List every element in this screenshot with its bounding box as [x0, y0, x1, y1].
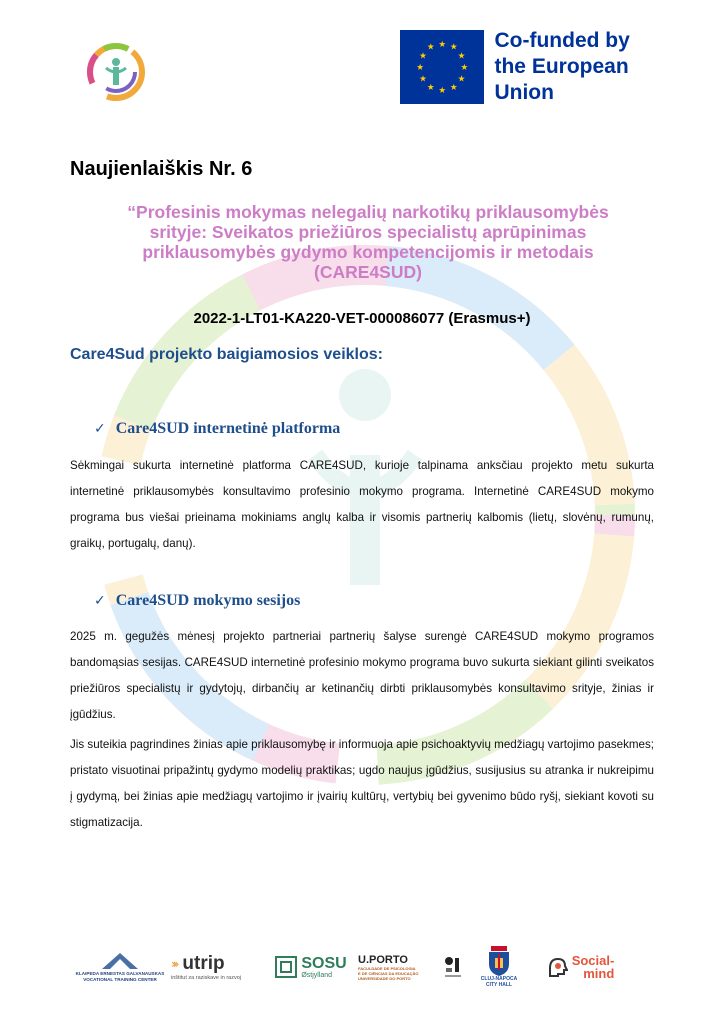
subsection-heading-text: Care4SUD internetinė platforma [115, 420, 341, 437]
uporto-logo [358, 938, 430, 996]
eu-badge-text [494, 28, 686, 106]
svg-text:★: ★ [457, 74, 466, 85]
svg-text:★: ★ [416, 62, 425, 73]
utrip-logo [171, 938, 263, 996]
sosu-region: Østjylland [301, 971, 333, 979]
svg-text:★: ★ [449, 83, 458, 94]
paragraph: Jis suteikia pagrindines žinias apie priklausomybę ir informuoja apie psichoaktyvių medžiagų vartojimo pasekmes; pristato visuotinai pripažintų gydymo modelių praktikas; ugdo naujus įgūdžius, susijusius su atranka ir nukreipimu į gydymą, bei žinias apie medžiagų vartojimo ir įvairių kultūrų, vertybių bei gyvenimo būdo ryšį, siekiant kovoti su stigmatizacija. [70, 738, 654, 829]
eu-flag-icon [400, 30, 484, 104]
subsection-heading-text: Care4SUD mokymo sesijos [115, 592, 301, 609]
project-full-title [88, 202, 648, 282]
uporto-faculty-line1: FACULDADE DE PSICOLOGIA [358, 965, 416, 971]
svg-text:★: ★ [460, 62, 469, 73]
svg-text:★: ★ [419, 51, 427, 62]
uporto-name: U.PORTO [358, 953, 408, 966]
greek-partner-logo [439, 938, 467, 996]
cluj-name-line2: CITY HALL [485, 982, 512, 988]
project-title-line: priklausomybės gydymo kompetencijomis ir metodais [142, 242, 594, 262]
sosu-logo [271, 938, 351, 996]
care4sud-logo [84, 40, 148, 104]
eu-badge-line2: the European Union [494, 55, 629, 104]
cluj-napoca-logo [474, 938, 524, 996]
eu-badge-line1: Co-funded by [494, 29, 630, 52]
social-mind-line1: Social- [571, 953, 615, 968]
project-code: 2022-1-LT01-KA220-VET-000086077 (Erasmus+) [193, 310, 531, 327]
svg-text:★: ★ [426, 42, 435, 53]
klaipeda-name-line1: KLAIPEDA ERNESTAS GALVANAUSKAS [75, 971, 165, 976]
klaipeda-name-line2: VOCATIONAL TRAINING CENTER [83, 977, 157, 982]
utrip-tagline: inštitut za raziskave in razvoj [171, 975, 241, 981]
svg-text:★: ★ [438, 85, 447, 96]
cluj-name-line1: CLUJ-NAPOCA [480, 976, 518, 982]
head-profile-icon [546, 956, 568, 978]
utrip-chevrons-icon: ››› [171, 957, 177, 971]
project-title-line: srityje: Sveikatos priežiūros specialistų aprūpinimas [149, 222, 587, 242]
uporto-faculty-line3: UNIVERSIDADE DO PORTO [358, 975, 411, 981]
svg-text:★: ★ [438, 39, 447, 50]
newsletter-title: Naujienlaiškis Nr. 6 [70, 158, 253, 180]
partner-logos [75, 938, 626, 996]
svg-text:★: ★ [426, 83, 435, 94]
eu-cofunded-badge [400, 30, 686, 104]
project-title-line: (CARE4SUD) [314, 262, 422, 282]
svg-text:★: ★ [457, 51, 466, 62]
sosu-square-icon [275, 956, 297, 978]
social-mind-line2: mind [583, 966, 615, 981]
social-mind-logo [540, 938, 620, 996]
klaipeda-logo [66, 938, 177, 996]
subsection-heading-training [94, 592, 300, 610]
klaipeda-emblem-icon [100, 951, 140, 971]
project-title-line: “Profesinis mokymas nelegalių narkotikų priklausomybės [127, 202, 609, 222]
cluj-coat-of-arms-icon [487, 946, 511, 976]
uporto-faculty-line2: E DE CIÊNCIAS DA EDUCAÇÃO [358, 970, 419, 976]
paragraph: Sėkmingai sukurta internetinė platforma CARE4SUD, kurioje talpinama anksčiau projekto metu sukurta internetinė priklausomybės konsultavimo profesinio mokymo programa. Internetinė CARE4SUD mokymo programa bus viešai prieinama mokiniams anglų kalba ir visomis partnerių kalbomis (lietų, slovėnų, rumunų, graikų, portugalų, danų). [70, 459, 654, 550]
section-heading: Care4Sud projekto baigiamosios veiklos: [70, 346, 383, 363]
checkmark-icon: ✓ [94, 421, 106, 437]
utrip-name: utrip [182, 953, 225, 974]
paragraph: 2025 m. gegužės mėnesį projekto partneriai partnerių šalyse surengė CARE4SUD mokymo programos bandomąsias sesijas. CARE4SUD internetinė profesinio mokymo programa buvo sukurta siekiant gilinti sveikatos priežiūros specialistų ir gydytojų, dirbančių ar ketinančių dirbti priklausomybės konsultavimo srityje, žinias ir įgūdžius. [70, 630, 654, 721]
svg-text:★: ★ [419, 74, 427, 85]
partner-emblem-icon [442, 953, 464, 981]
checkmark-icon: ✓ [94, 593, 106, 609]
svg-text:★: ★ [449, 42, 458, 53]
sosu-name: SOSU [301, 954, 347, 972]
subsection-heading-platform [94, 420, 340, 438]
